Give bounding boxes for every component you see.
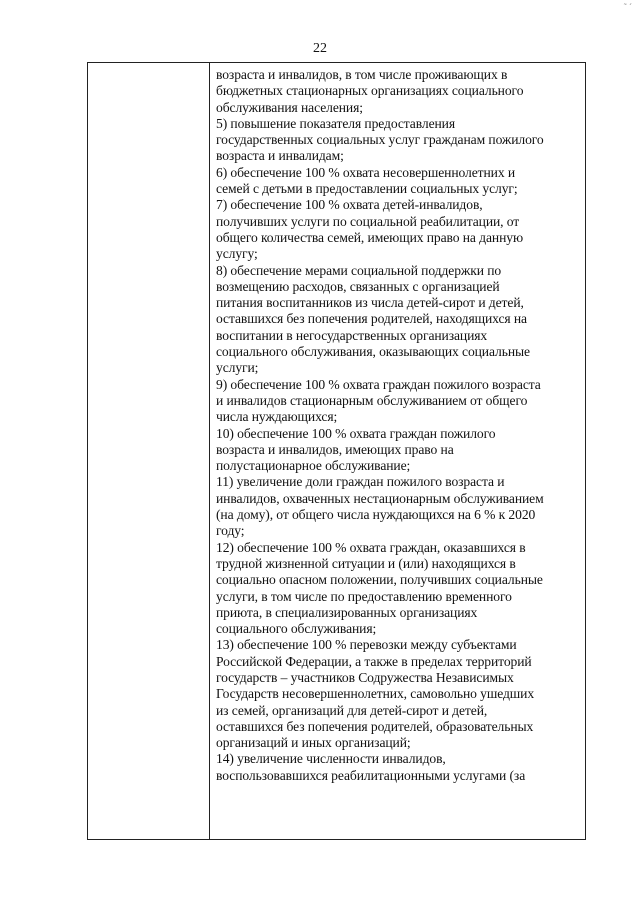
text-line: и инвалидов стационарным обслуживанием от общего [216,392,528,408]
text-line: 8) обеспечение мерами социальной поддержки по [216,262,502,278]
text-line: оставшихся без попечения родителей, образовательных [216,718,534,734]
text-line: Российской Федерации, а также в пределах территорий [216,653,532,669]
text-line: питания воспитанников из числа детей-сирот и детей, [216,295,524,311]
text-line: 14) увеличение численности инвалидов, [216,751,446,767]
text-line: полустационарное обслуживание; [216,458,411,474]
text-line: 10) обеспечение 100 % охвата граждан пожилого [216,425,496,441]
text-line: 7) обеспечение 100 % охвата детей-инвалидов, [216,197,483,213]
text-line: социального обслуживания; [216,621,377,637]
text-line: обслуживания населения; [216,99,363,115]
text-line: воспользовавшихся реабилитационными услугами (за [216,767,526,783]
corner-scan-mark: ˜ ´ [623,2,632,12]
text-line: семей с детьми в предоставлении социальных услуг; [216,181,518,197]
text-line: возраста и инвалидов, в том числе проживающих в [216,67,508,82]
text-line: инвалидов, охваченных нестационарным обслуживанием [216,490,544,506]
text-line: году; [216,523,245,539]
text-line: 13) обеспечение 100 % перевозки между субъектами [216,637,517,653]
text-line: воспитании в негосударственных организациях [216,327,488,343]
text-line: социального обслуживания, оказывающих социальные [216,344,530,360]
text-line: услугу; [216,246,258,262]
text-line: трудной жизненной ситуации и (или) находящихся в [216,555,516,571]
text-line: приюта, в специализированных организациях [216,604,478,620]
text-line: бюджетных стационарных организациях социального [216,83,524,99]
table-row [88,63,586,840]
table-cell-left [88,63,210,840]
cell-text-block [210,63,585,784]
text-line: возмещению расходов, связанных с организацией [216,278,500,294]
text-line: 12) обеспечение 100 % охвата граждан, оказавшихся в [216,539,526,555]
text-line: услуги; [216,360,259,376]
text-line: получивших услуги по социальной реабилитации, от [216,213,520,229]
text-line: 6) обеспечение 100 % охвата несовершеннолетних и [216,164,516,180]
text-line: 5) повышение показателя предоставления [216,115,456,131]
text-line: (на дому), от общего числа нуждающихся на 6 % к 2020 [216,507,536,523]
text-line: социально опасном положении, получивших социальные [216,572,543,588]
text-line: возраста и инвалидам; [216,148,344,164]
text-line: 9) обеспечение 100 % охвата граждан пожилого возраста [216,376,541,392]
text-line: организаций и иных организаций; [216,735,411,751]
text-line: возраста и инвалидов, имеющих право на [216,441,454,457]
text-line: услуги, в том числе по предоставлению временного [216,588,512,604]
text-line: числа нуждающихся; [216,409,338,425]
text-line: 11) увеличение доли граждан пожилого возраста и [216,474,505,490]
text-line: государств – участников Содружества Независимых [216,669,514,685]
text-line: общего количества семей, имеющих право на данную [216,229,524,245]
table-cell-right [210,63,586,840]
page-number: 22 [313,41,327,56]
text-line: из семей, организаций для детей-сирот и детей, [216,702,488,718]
document-table [87,62,586,840]
text-line: Государств несовершеннолетних, самовольно ушедших [216,686,535,702]
text-line: оставшихся без попечения родителей, находящихся на [216,311,527,327]
text-line: государственных социальных услуг гражданам пожилого [216,132,544,148]
